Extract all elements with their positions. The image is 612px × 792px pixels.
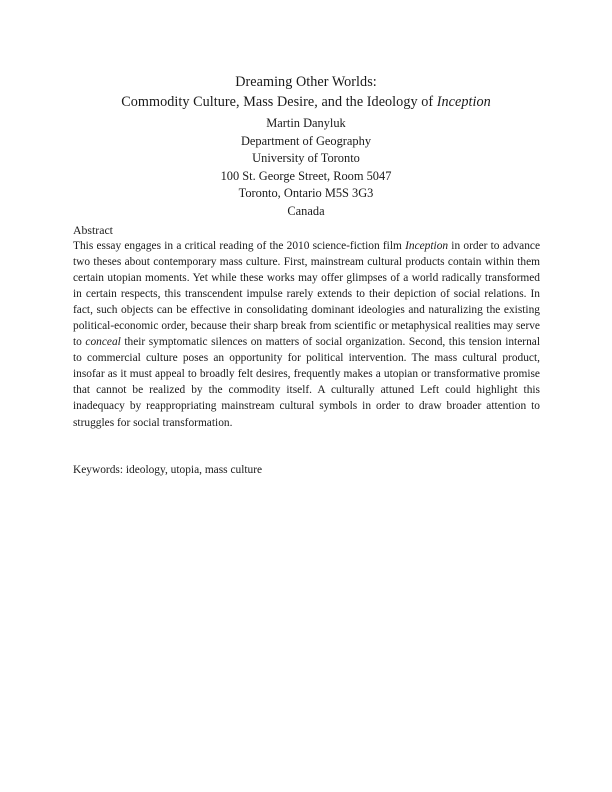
author-department: Department of Geography [240,133,372,148]
abstract-emphasis: conceal [85,336,121,349]
abstract-text-3: their symptomatic silences on matters of social organization. Second, this tension internal to commercial culture poses an opportunity for political intervention. The mass cultural product, insofar as it must appeal to broadly felt desires, frequently makes a utopian or transformative promise that cannot be realized by the commodity itself. A culturally attuned Left could highlight this inadequacy by reappropriating mainstream cultural symbols in order to draw broader attention to struggles for social transformation. [73,336,540,429]
abstract-text-1: This essay engages in a critical reading of the 2010 science-fiction film [73,240,406,252]
abstract-text-2: in order to advance two theses about contemporary mass culture. First, mainstream cultural products contain within them certain utopian moments. Yet while these works may offer glimpses of a world radically transformed in certain respects, this transcendent impulse rarely extends to their depiction of social relations. In fact, such objects can be effective in consolidating dominant ideologies and naturalizing the existing political-economic order, because their sharp break from scientific or metaphysical realities may serve to [73,240,541,349]
author-name: Martin Danyluk [266,116,346,130]
keywords-label: Keywords: [73,464,123,476]
title-line-2 [0,92,612,112]
title-line-2-text: Commodity Culture, Mass Desire, and the Ideology of [121,94,437,110]
abstract-body [73,238,540,431]
title-line-1: Dreaming Other Worlds: [235,74,377,90]
keywords-values: ideology, utopia, mass culture [122,464,263,476]
abstract-film-name: Inception [405,240,449,252]
author-country: Canada [287,203,325,218]
author-university: University of Toronto [252,151,360,166]
author-street: 100 St. George Street, Room 5047 [220,168,392,183]
author-city: Toronto, Ontario M5S 3G3 [238,186,374,201]
keywords-line [73,462,540,478]
title-film-name: Inception [436,94,491,110]
abstract-heading: Abstract [73,223,113,237]
paper-title [0,72,612,112]
abstract-section [73,222,540,431]
author-affiliation [0,115,612,221]
